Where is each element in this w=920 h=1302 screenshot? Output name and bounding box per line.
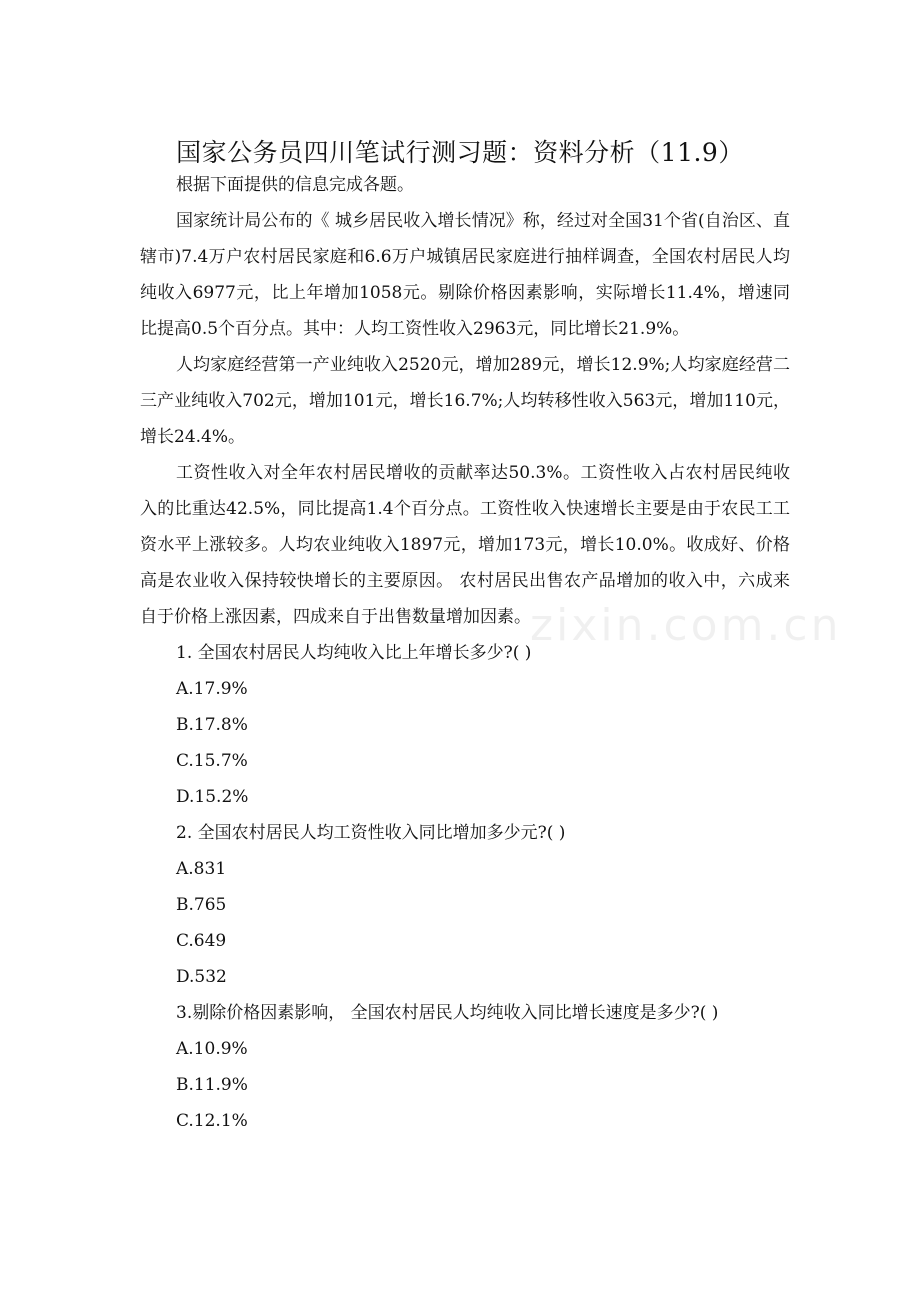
option-item: C.12.1% — [176, 1111, 248, 1131]
option-item: A.831 — [176, 859, 227, 879]
question-1 — [140, 635, 790, 815]
paragraph-3: 工资性收入对全年农村居民增收的贡献率达50.3%。工资性收入占农村居民纯收入的比重达42.5%，同比提高1.4个百分点。工资性收入快速增长主要是由于农民工工资水平上涨较多。人均农业纯收入1897元，增加173元，增长10.0%。收成好、价格高是农业收入保持较快增长的主要原因。 农村居民出售农产品增加的收入中，六成来自于价格上涨因素，四成来自于出售数量增加因素。 — [140, 463, 790, 627]
question-stem: 3.剔除价格因素影响， 全国农村居民人均纯收入同比增长速度是多少?( ) — [176, 1003, 719, 1023]
document-body — [140, 167, 790, 1139]
paragraph-1: 国家统计局公布的《 城乡居民收入增长情况》称，经过对全国31个省(自治区、直辖市)7.4万户农村居民家庭和6.6万户城镇居民家庭进行抽样调查，全国农村居民人均纯收入6977元，比上年增加1058元。剔除价格因素影响，实际增长11.4%，增速同比提高0.5个百分点。其中：人均工资性收入2963元，同比增长21.9%。 — [140, 211, 790, 339]
question-3 — [140, 995, 790, 1139]
paragraph-intro: 根据下面提供的信息完成各题。 — [176, 175, 414, 195]
option-item: B.11.9% — [176, 1075, 248, 1095]
option-item: C.15.7% — [176, 751, 248, 771]
question-stem: 1. 全国农村居民人均纯收入比上年增长多少?( ) — [176, 643, 532, 663]
option-item: C.649 — [176, 931, 227, 951]
watermark: zixin.com.cn — [530, 600, 842, 651]
paragraph-2: 人均家庭经营第一产业纯收入2520元，增加289元，增长12.9%;人均家庭经营二三产业纯收入702元，增加101元，增长16.7%;人均转移性收入563元，增加110元，增长24.4%。 — [140, 355, 790, 447]
option-item: D.532 — [176, 967, 227, 987]
option-item: A.17.9% — [176, 679, 248, 699]
question-2 — [140, 815, 790, 995]
option-item: D.15.2% — [176, 787, 249, 807]
page-title: 国家公务员四川笔试行测习题：资料分析（11.9） — [176, 137, 744, 167]
option-item: B.17.8% — [176, 715, 248, 735]
option-item: A.10.9% — [176, 1039, 248, 1059]
option-item: B.765 — [176, 895, 227, 915]
question-stem: 2. 全国农村居民人均工资性收入同比增加多少元?( ) — [176, 823, 566, 843]
